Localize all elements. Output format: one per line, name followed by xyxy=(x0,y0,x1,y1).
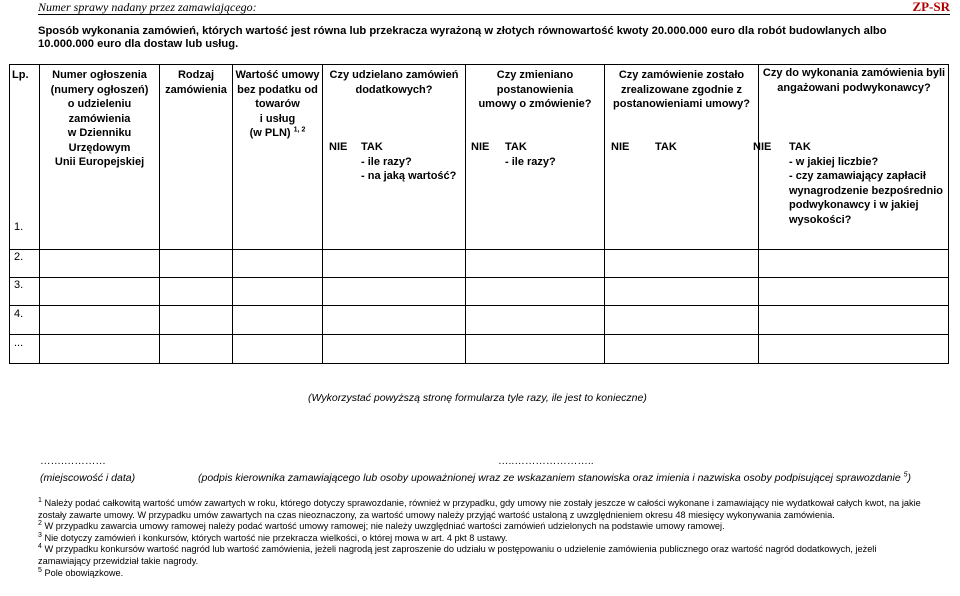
row-number: 4. xyxy=(14,308,24,320)
signature-label: (podpis kierownika zamawiającego lub osoby upoważnionej wraz ze wskazaniem stanowiska oraz imienia i nazwiska osoby podpisującej sprawozdanie $^5$) xyxy=(198,471,912,484)
col-header-realized-per-contract: Czy zamówienie zostało zrealizowane zgodnie z postanowieniami umowy? xyxy=(613,69,750,110)
row-divider xyxy=(9,277,949,278)
row-number: ... xyxy=(14,337,24,349)
col-header-order-type: Rodzaj zamówienia xyxy=(165,69,227,96)
footnote: $^3$ Nie dotyczy zamówień i konkursów, których wartość nie przekracza wielkości, o której mowa w art. 4 pkt 8 ustawy. xyxy=(38,531,508,543)
col-divider xyxy=(159,64,160,364)
col-header-lp: Lp. xyxy=(12,69,29,81)
changes-tak: TAK - ile razy? xyxy=(505,141,556,168)
section-title: Sposób wykonania zamówień, których wartość jest równa lub przekracza wyrażoną w złotych równowartość kwoty 20.000.000 euro dla robót budowlanych albo 10.000.000 euro dla dostaw lub usług. xyxy=(38,25,887,50)
col-header-contract-value: Wartość umowy bez podatku od towarów i usług (w PLN) $^{1, 2}$ xyxy=(235,69,320,139)
col-divider xyxy=(758,64,759,364)
col-divider xyxy=(948,64,949,364)
signature-line: …..………………….. xyxy=(498,455,594,467)
col-header-contract-changes: Czy zmieniano postanowienia umowy o zmówienie? xyxy=(478,69,592,110)
col-header-notice-number: Numer ogłoszenia (numery ogłoszeń) o udzieleniu zamówienia w Dzienniku Urzędowym Unii Europejskiej xyxy=(50,69,149,168)
row-number: 3. xyxy=(14,279,24,291)
table-top-border xyxy=(9,64,949,65)
row-divider xyxy=(9,305,949,306)
footnote: $^5$ Pole obowiązkowe. xyxy=(38,566,124,578)
footnote: $^1$ Należy podać całkowitą wartość umów zawartych w roku, którego dotyczy sprawozdanie, również w przypadku, gdy umowy nie zostały jeszcze w całości wykonane i zamawiający nie wydatkował całych kwot, na jakie zostały zawarte umowy. W przypadku umów zawartych na czas nieoznaczony, za wartość umowy należy przyjąć wartość ustaloną z uwzględnieniem okresu 48 miesięcy wykonywania zamówienia. xyxy=(38,496,921,520)
col-divider xyxy=(9,64,10,364)
row-number: 1. xyxy=(14,221,24,233)
col-header-additional-orders: Czy udzielano zamówień dodatkowych? xyxy=(329,69,459,96)
usage-note: (Wykorzystać powyższą stronę formularza tyle razy, ile jest to konieczne) xyxy=(308,392,647,404)
page-header xyxy=(38,0,950,15)
col-divider xyxy=(322,64,323,364)
changes-nie: NIE xyxy=(471,141,490,153)
report-table xyxy=(9,64,949,400)
subcontractors-nie: NIE xyxy=(753,141,772,153)
form-code: ZP-SR xyxy=(912,0,950,14)
place-date-line: …….………… xyxy=(40,455,106,467)
additional-tak: TAK - ile razy? - na jaką wartość? xyxy=(361,141,457,182)
subcontractors-tak: TAK - w jakiej liczbie? - czy zamawiający zapłacił wynagrodzenie bezpośrednio podwykonawcy i w jakiej wysokości? xyxy=(789,141,944,226)
footnote: $^4$ W przypadku konkursów wartość nagród lub wartość zamówienia, jeżeli nagrodą jest zaproszenie do udziału w postępowaniu o udzielenie zamówienia publicznego oraz wartość nagród dodatkowych, jeżeli zamawiający przewidział takie nagrody. xyxy=(38,543,877,566)
place-date-label: (miejscowość i data) xyxy=(40,472,136,484)
table-bottom-border xyxy=(9,363,949,364)
row-divider xyxy=(9,334,949,335)
col-header-subcontractors: Czy do wykonania zamówienia byli angażowani podwykonawcy? xyxy=(762,67,946,94)
row-number: 2. xyxy=(14,251,24,263)
footnotes xyxy=(38,498,922,579)
realized-tak: TAK xyxy=(655,141,677,153)
footnote: $^2$ W przypadku zawarcia umowy ramowej należy podać wartość umowy ramowej; nie należy uwzględniać wartości zamówień udzielonych na podstawie umowy ramowej. xyxy=(38,520,725,532)
row-divider xyxy=(9,249,949,250)
case-number-label: Numer sprawy nadany przez zamawiającego: xyxy=(38,0,257,14)
realized-nie: NIE xyxy=(611,141,630,153)
additional-nie: NIE xyxy=(329,141,348,153)
